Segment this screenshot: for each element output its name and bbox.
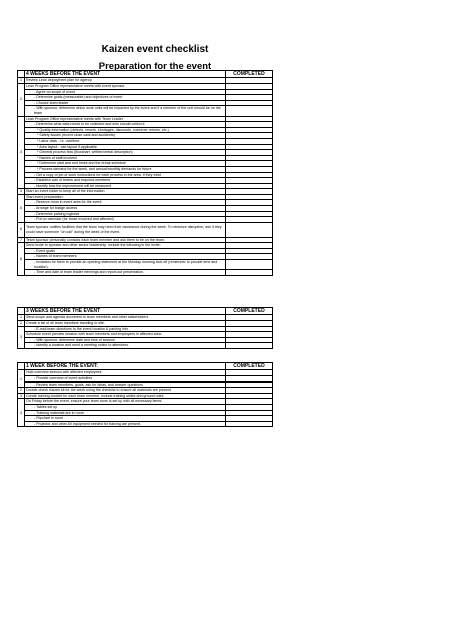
task-text: - E-mail team directions to the event location & parking info bbox=[25, 326, 226, 332]
task-text: Create training booklet for each team member, include training slides and ground rules bbox=[25, 393, 226, 399]
task-text: * Process demand for the week, and annual/monthly demands for future bbox=[25, 166, 226, 172]
task-text: - Put on calendar (for those involved and affected) bbox=[25, 217, 226, 223]
section-heading: 4 WEEKS BEFORE THE EVENT bbox=[25, 71, 226, 78]
task-text: - Identify how the improvement will be measured bbox=[25, 183, 226, 189]
task-text: Team sponsor personally contacts each team member and ask them to be on the team. bbox=[25, 237, 226, 243]
task-text: On Friday before the event, ensure your team room is set up with all necessary items: bbox=[25, 399, 226, 405]
task-text: Schedule event preview session with team members and employees in affected area: bbox=[25, 332, 226, 338]
item-number: 1 bbox=[18, 315, 25, 321]
task-text: Send invite to sponsor and other senior leadership, include the following in the invite: bbox=[25, 243, 226, 249]
item-number: 2 bbox=[18, 388, 25, 394]
section-header bbox=[18, 71, 273, 78]
task-text: Double-check Kaizen kit for the week using the checklist to ensure all materials are present bbox=[25, 388, 226, 394]
task-text: Lean Program Office representative meets with Team Leader bbox=[25, 116, 226, 122]
section-heading: 1 WEEK BEFORE THE EVENT: bbox=[25, 363, 226, 370]
header-num-cell bbox=[18, 363, 25, 370]
item-number: 1 bbox=[18, 78, 25, 84]
task-text: * Labor data - i.e. overtime bbox=[25, 138, 226, 144]
task-text: - Invitation for them to provide an opening statement at the Monday morning kick-off (remember to provide time and location). bbox=[25, 260, 226, 270]
item-number: 2 bbox=[18, 321, 25, 327]
task-text: - Tables set up bbox=[25, 404, 226, 410]
completed-checkbox-cell[interactable] bbox=[226, 270, 273, 276]
item-number: 3 bbox=[18, 116, 25, 189]
task-text: Lean Program Office representative meets with event sponsor bbox=[25, 84, 226, 90]
task-text: Team sponsor notifies facilities that the team may need their assistance during the week. To minimize disruption, ask if they could have someone "on call" during the week of the event. bbox=[25, 222, 226, 237]
item-number: 5 bbox=[18, 194, 25, 222]
task-text: - Projector and other AV equipment needed for training are present. bbox=[25, 421, 226, 427]
checklist-row bbox=[18, 421, 273, 427]
task-text: Hold overview session with affected employees: bbox=[25, 370, 226, 376]
task-text: * Area layout - cad layout if applicable bbox=[25, 144, 226, 150]
item-number: 7 bbox=[18, 237, 25, 243]
checklist-row bbox=[18, 270, 273, 276]
completed-checkbox-cell[interactable] bbox=[226, 421, 273, 427]
section-header bbox=[18, 308, 273, 315]
task-text: - Get a copy of job or work instructions for each process in the area, if they exist bbox=[25, 172, 226, 178]
task-text: - Establish size of teams and required members bbox=[25, 178, 226, 184]
task-text: - Determine goals (measurable) and objectives of event bbox=[25, 95, 226, 101]
checklist-row bbox=[18, 260, 273, 270]
task-text: * Safety issues (recent close calls and accidents) bbox=[25, 133, 226, 139]
item-number: 4 bbox=[18, 189, 25, 195]
task-text: Send scope and agenda document to team members and other stakeholders bbox=[25, 315, 226, 321]
task-text: * General process flow (flowchart, written/verbal description) bbox=[25, 150, 226, 156]
completed-checkbox-cell[interactable] bbox=[226, 343, 273, 349]
task-text: - Time and date of team leader meetings and report-out presentation. bbox=[25, 270, 226, 276]
task-text: * Determine start and end times and the break schedule bbox=[25, 161, 226, 167]
task-text: - Choose team leader bbox=[25, 100, 226, 106]
task-text: Review Lean deployment plan for agency bbox=[25, 78, 226, 84]
task-text: - Determine what data needs to be collected and who should collect it bbox=[25, 122, 226, 128]
header-num-cell bbox=[18, 308, 25, 315]
completed-checkbox-cell[interactable] bbox=[226, 106, 273, 116]
task-text: - Identify a location and send a meeting notice to attendees. bbox=[25, 343, 226, 349]
task-text: - With sponsor, determine date and time of session bbox=[25, 337, 226, 343]
checklist-row bbox=[18, 106, 273, 116]
checklist-table-3-weeks bbox=[17, 307, 273, 349]
completed-column-header: COMPLETED bbox=[226, 308, 273, 315]
item-number: 8 bbox=[18, 243, 25, 276]
item-number: 4 bbox=[18, 399, 25, 427]
header-num-cell bbox=[18, 71, 25, 78]
task-text: Start event preparation: bbox=[25, 194, 226, 200]
checklist-row bbox=[18, 222, 273, 237]
checklist-row bbox=[18, 343, 273, 349]
checklist-table-1-week bbox=[17, 362, 273, 427]
task-text: - Flipchart in room bbox=[25, 416, 226, 422]
item-number: 3 bbox=[18, 393, 25, 399]
task-text: - Event goals bbox=[25, 248, 226, 254]
page-subtitle: Preparation for the event bbox=[98, 61, 212, 72]
task-text: * Names of staff involved bbox=[25, 155, 226, 161]
task-text: - Review team members, goals, ask for ideas, and answer questions bbox=[25, 382, 226, 388]
section-heading: 3 WEEKS BEFORE THE EVENT bbox=[25, 308, 226, 315]
item-number: 3 bbox=[18, 326, 25, 348]
completed-column-header: COMPLETED bbox=[226, 71, 273, 78]
task-text: - Provide overview of event activities bbox=[25, 376, 226, 382]
task-text: - Reserve room in event area for the event bbox=[25, 200, 226, 206]
task-text: * Quality information (defects, rework, shortages, discounts, customer returns, etc.) bbox=[25, 127, 226, 133]
page-title: Kaizen event checklist bbox=[101, 44, 209, 55]
task-text: Start an event folder to keep all of the information bbox=[25, 189, 226, 195]
task-text: - Agree on scope of event bbox=[25, 89, 226, 95]
completed-column-header: COMPLETED bbox=[226, 363, 273, 370]
task-text: - Arrange for badge access bbox=[25, 206, 226, 212]
checklist-table-4-weeks bbox=[17, 70, 273, 276]
task-text: Create a list of all team members traveling to site. bbox=[25, 321, 226, 327]
task-text: - Names of team members bbox=[25, 254, 226, 260]
task-text: - Training materials are in room bbox=[25, 410, 226, 416]
completed-checkbox-cell[interactable] bbox=[226, 222, 273, 237]
task-text: - With sponsor, determine which work units will be impacted by the event and if a member of the unit should be on the team bbox=[25, 106, 226, 116]
item-number: 6 bbox=[18, 222, 25, 237]
item-number: 1 bbox=[18, 370, 25, 388]
completed-checkbox-cell[interactable] bbox=[226, 260, 273, 270]
section-header bbox=[18, 363, 273, 370]
item-number: 2 bbox=[18, 84, 25, 117]
task-text: - Determine parking logistics bbox=[25, 211, 226, 217]
